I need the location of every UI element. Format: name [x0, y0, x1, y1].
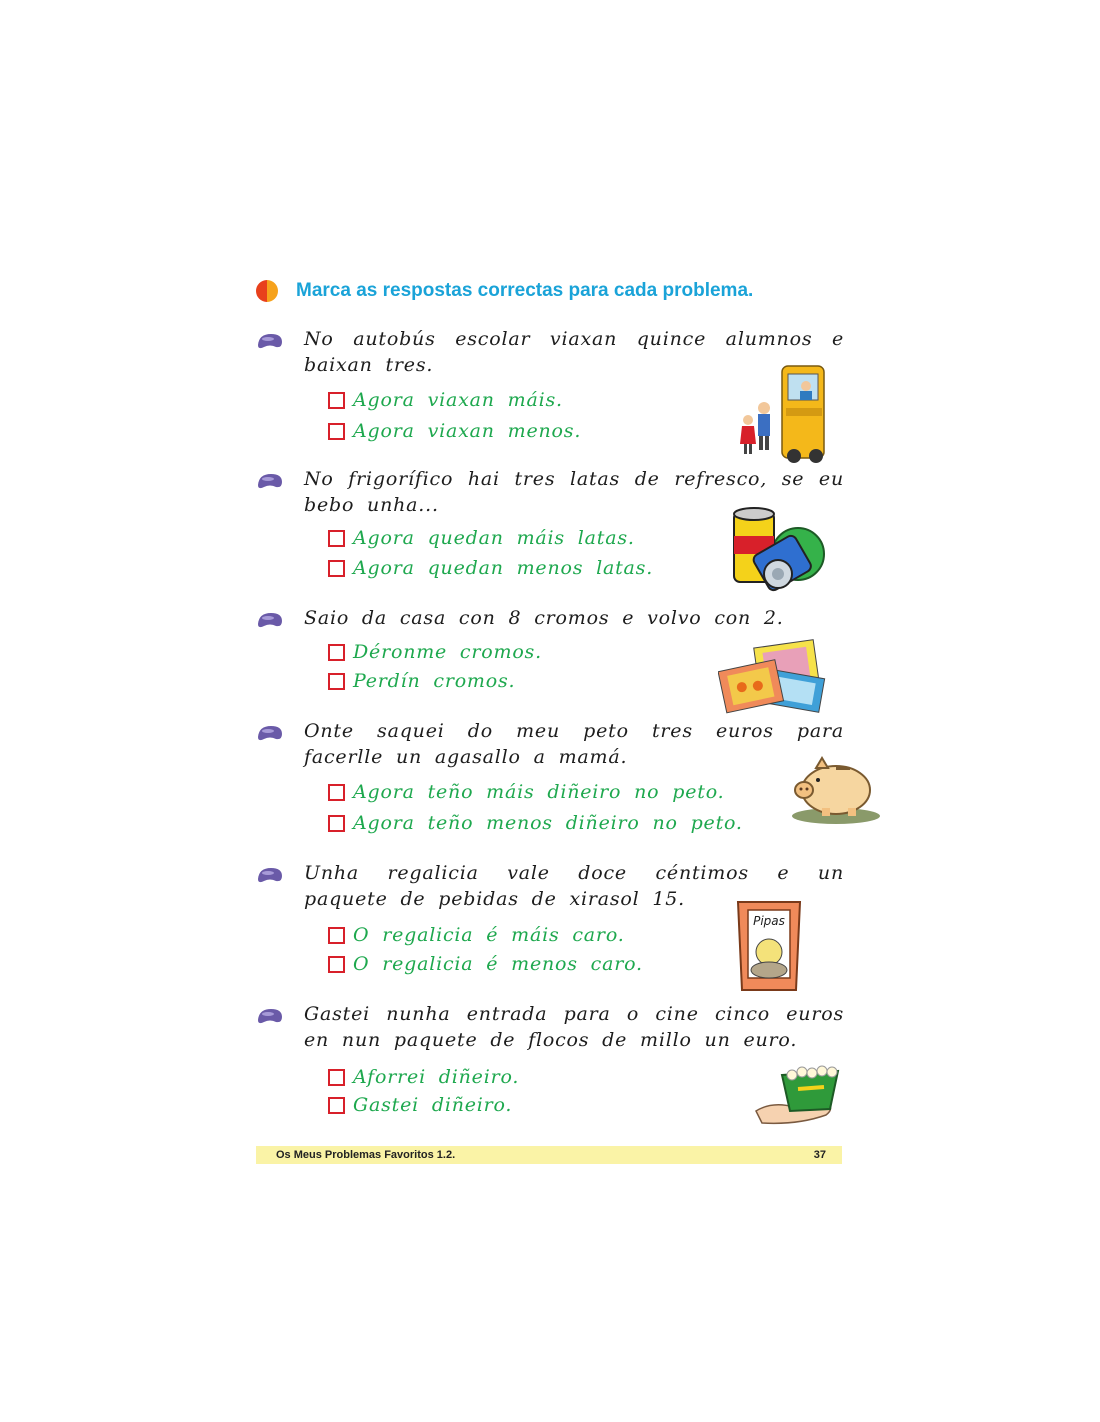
answer-checkbox[interactable]: [328, 423, 345, 440]
answer-checkbox[interactable]: [328, 784, 345, 801]
answer-option[interactable]: [328, 809, 743, 837]
answer-checkbox[interactable]: [328, 956, 345, 973]
answer-option[interactable]: [328, 921, 625, 949]
page-footer: [256, 1146, 842, 1164]
answer-text: Agora quedan máis latas.: [353, 527, 635, 549]
soda-cans-illustration: [728, 506, 828, 594]
answer-text: Agora viaxan máis.: [353, 389, 563, 411]
school-bus-illustration: [736, 364, 826, 464]
answer-option[interactable]: [328, 524, 635, 552]
answer-checkbox[interactable]: [328, 560, 345, 577]
seeds-packet-label: Pipas: [753, 914, 785, 928]
answer-checkbox[interactable]: [328, 1069, 345, 1086]
seeds-packet-art: [734, 898, 804, 994]
answer-option[interactable]: [328, 1091, 512, 1119]
answer-option[interactable]: [328, 386, 563, 414]
bean-bullet-icon: [256, 611, 284, 629]
problem-statement: Saio da casa con 8 cromos e volvo con 2.: [304, 607, 784, 629]
answer-option[interactable]: [328, 417, 581, 445]
answer-text: Perdín cromos.: [353, 670, 516, 692]
bean-bullet-icon: [256, 472, 284, 490]
answer-checkbox[interactable]: [328, 644, 345, 661]
trading-cards-illustration: [718, 637, 826, 717]
answer-checkbox[interactable]: [328, 1097, 345, 1114]
problem-statement: Onte saquei do meu peto tres euros para facerlle un agasallo a mamá.: [304, 720, 844, 768]
bean-bullet-icon: [256, 1007, 284, 1025]
answer-option[interactable]: [328, 950, 643, 978]
problem-statement: Gastei nunha entrada para o cine cinco euros en nun paquete de flocos de millo un euro.: [304, 1003, 844, 1051]
answer-text: Agora teño menos diñeiro no peto.: [353, 812, 743, 834]
answer-checkbox[interactable]: [328, 927, 345, 944]
answer-option[interactable]: [328, 638, 542, 666]
bean-bullet-icon: [256, 724, 284, 742]
problem-statement: Unha regalicia vale doce céntimos e un paquete de pebidas de xirasol 15.: [304, 862, 844, 910]
problem-statement: No autobús escolar viaxan quince alumnos e baixan tres.: [304, 328, 844, 376]
instruction-text: Marca as respostas correctas para cada problema.: [296, 280, 754, 301]
answer-option[interactable]: [328, 554, 653, 582]
popcorn-box-illustration: [748, 1065, 844, 1125]
bean-bullet-icon: [256, 866, 284, 884]
answer-text: Agora viaxan menos.: [353, 420, 582, 442]
answer-text: Déronme cromos.: [353, 641, 542, 663]
answer-checkbox[interactable]: [328, 530, 345, 547]
answer-checkbox[interactable]: [328, 392, 345, 409]
answer-option[interactable]: [328, 1063, 519, 1091]
answer-option[interactable]: [328, 667, 515, 695]
answer-text: Aforrei diñeiro.: [353, 1066, 520, 1088]
problem-statement: No frigorífico hai tres latas de refresco, se eu bebo unha...: [304, 468, 844, 516]
answer-text: Agora quedan menos latas.: [353, 557, 654, 579]
page-number: 37: [813, 1149, 826, 1161]
answer-text: O regalicia é menos caro.: [353, 953, 643, 975]
half-circle-icon: [256, 280, 278, 302]
instruction-row: [256, 276, 753, 306]
answer-text: Agora teño máis diñeiro no peto.: [353, 781, 725, 803]
answer-option[interactable]: [328, 778, 724, 806]
answer-text: O regalicia é máis caro.: [353, 924, 625, 946]
answer-checkbox[interactable]: [328, 673, 345, 690]
answer-text: Gastei diñeiro.: [353, 1094, 513, 1116]
bean-bullet-icon: [256, 332, 284, 350]
answer-checkbox[interactable]: [328, 815, 345, 832]
piggy-bank-illustration: [786, 754, 882, 826]
footer-title: Os Meus Problemas Favoritos 1.2.: [276, 1149, 456, 1161]
seeds-packet-illustration: [734, 898, 804, 994]
